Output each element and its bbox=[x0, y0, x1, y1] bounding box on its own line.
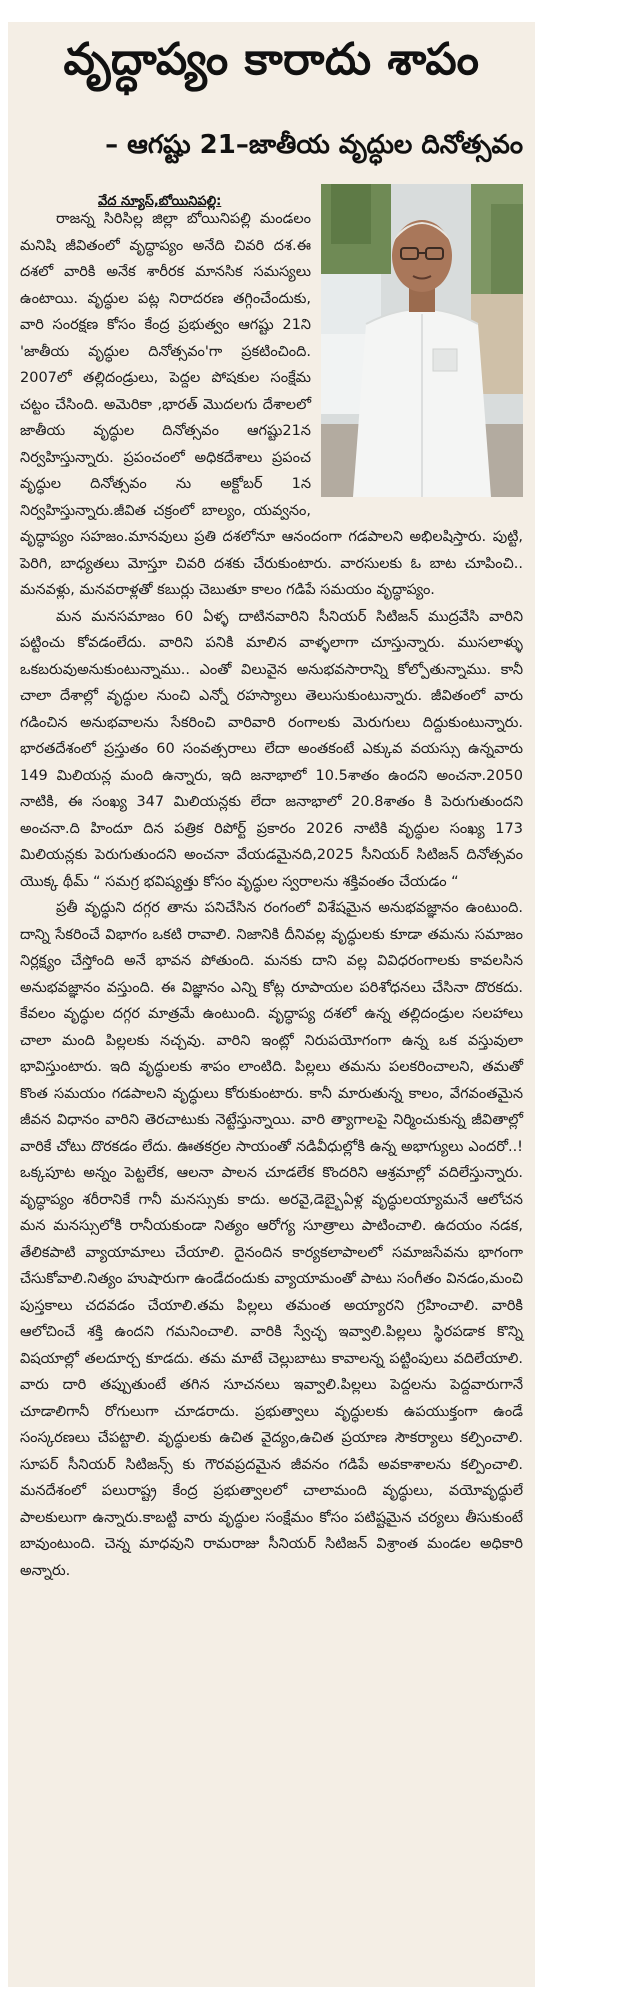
article-paragraph-3: ప్రతీ వృద్ధుని దగ్గర తాను పనిచేసిన రంగంలో విశేషమైన అనుభవజ్ఞానం ఉంటుంది. దాన్ని సేకరించే విభాగం ఒకటి రావాలి. నిజానికి దీనివల్ల వృద్ధులకు కూడా తమను సమాజం నిర్లక్ష్యం చేస్తోంది అనే భావన పోతుంది. మనకు దాని వల్ల వివిధరంగాలకు కావలసిన అనుభవజ్ఞానం వస్తుంది. ఈ విజ్ఞానం ఎన్ని కోట్ల రూపాయల పరిశోధనలు చేసినా దొరకదు. కేవలం వృద్ధుల దగ్గర మాత్రమే ఉంటుంది. వృద్ధాప్య దశలో ఉన్న తల్లిదండ్రుల సలహాలు చాలా మంది పిల్లలకు నచ్చవు. వారిని ఇంట్లో నిరుపయోగంగా ఉన్న ఒక వస్తువులా భావిస్తుంటారు. ఇది వృద్ధులకు శాపం లాంటిది. పిల్లలు తమను పలకరించాలని, తమతో కొంత సమయం గడపాలని వృద్ధులు కోరుకుంటారు. కానీ మారుతున్న కాలం, వేగవంతమైన జీవన విధానం వారిని తెరచాటుకు నెట్టేస్తున్నాయి. వారి త్యాగాలపై నిర్మించుకున్న జీవితాల్లో వారికే చోటు దొరకడం లేదు. ఊతకర్రల సాయంతో నడివీధుల్లోకి ఉన్న అభాగ్యులు ఎందరో..! ఒక్కపూట అన్నం పెట్టలేక, ఆలనా పాలన చూడలేక కొందరిని ఆశ్రమాల్లో వదిలేస్తున్నారు. వృద్ధాప్యం శరీరానికే గానీ మనస్సుకు కాదు. అరవై,డెబ్బైఏళ్ల వృద్ధులయ్యామనే ఆలోచన మన మనస్సులోకి రానీయకుండా నిత్యం ఆరోగ్య సూత్రాలు పాటించాలి. ఉదయం నడక, తేలికపాటి వ్యాయామాలు చేయాలి. దైనందిన కార్యకలాపాలలో సమాజసేవను భాగంగా చేసుకోవాలి.నిత్యం హుషారుగా ఉండేదందుకు వ్యాయామంతో పాటు సంగీతం వినడం,మంచి పుస్తకాలు చదవడం చేయాలి.తమ పిల్లలు తమంత అయ్యారని గ్రహించాలి. వారికి ఆలోచించే శక్తి ఉందని గమనించాలి. వారికి స్వేచ్ఛ ఇవ్వాలి.పిల్లలు స్థిరపడాక కొన్ని విషయాల్లో తలదూర్చ కూడదు. తమ మాటే చెల్లుబాటు కావాలన్న పట్టింపులు వదిలేయాలి. వారు దారి తప్పుతుంటే తగిన సూచనలు ఇవ్వాలి.పిల్లలు పెద్దలను పెద్దవారుగానే చూడాలిగానీ రోగులుగా చూడరాదు. ప్రభుత్వాలు వృద్ధులకు ఉపయుక్తంగా ఉండే సంస్కరణలు చేపట్టాలి. వృద్ధులకు ఉచిత వైద్యం,ఉచిత ప్రయాణ సౌకర్యాలు కల్పించాలి. సూపర్ సీనియర్ సిటిజన్స్ కు గౌరవప్రదమైన జీవనం గడిపే అవకాశాలను కల్పించాలి. మనదేశంలో పలురాష్ట్ర కేంద్ర ప్రభుత్వాలలో చాలామంది వృద్ధులు, వయోవృద్ధులే పాలకులుగా ఉన్నారు.కాబట్టి వారు వృద్ధుల సంక్షేమం కోసం పటిష్టమైన చర్యలు తీసుకుంటే బావుంటుంది. చెన్న మాధవుని రామరాజు సీనియర్ సిటిజన్ విశ్రాంత మండల అధికారి అన్నారు. bbox=[20, 900, 523, 1579]
article-byline: వేద న్యూస్,బోయినిపల్లి: bbox=[98, 194, 222, 209]
article-headline: వృద్ధాప్యం కారాదు శాపం bbox=[63, 34, 480, 85]
article-paragraph-2: మన మనసమాజం 60 ఏళ్ళ దాటినవారిని సీనియర్ సిటిజన్ ముద్రవేసి వారిని పట్టించు కోవడంలేదు. వారిని పనికి మాలిన వాళ్ళలాగా చూస్తున్నారు. ముసలాళ్ళు ఒకబరువుఅనుకుంటున్నాము.. ఎంతో విలువైన అనుభవసారాన్ని కోల్పోతున్నాము. కానీ చాలా దేశాల్లో వృద్ధుల నుంచి ఎన్నో రహస్యాలు తెలుసుకుంటున్నారు. జీవితంలో వారు గడించిన అనుభవాలను సేకరించి వారివారి రంగాలకు మెరుగులు దిద్దుకుంటున్నారు. భారతదేశంలో ప్రస్తుతం 60 సంవత్సరాలు లేదా అంతకంటే ఎక్కువ వయస్సు ఉన్నవారు 149 మిలియన్ల మంది ఉన్నారు, ఇది జనాభాలో 10.5శాతం ఉందని అంచనా.2050 నాటికి, ఈ సంఖ్య 347 మిలియన్లకు లేదా జనాభాలో 20.8శాతం కి పెరుగుతుందని అంచనా.ది హిందూ దిన పత్రిక రిపోర్ట్ ప్రకారం 2026 నాటికి వృద్ధుల సంఖ్య 173 మిలియన్లకు పెరుగుతుందని అంచనా వేయడమైనది,2025 సీనియర్ సిటిజన్ దినోత్సవం యొక్క థీమ్ “ సమగ్ర భవిష్యత్తు కోసం వృద్ధుల స్వరాలను శక్తివంతం చేయడం “ bbox=[20, 608, 523, 890]
article-sheet bbox=[8, 22, 535, 1987]
article-paragraph-1: రాజన్న సిరిసిల్ల జిల్లా బోయినిపల్లి మండలం మనిషి జీవితంలో వృద్ధాప్యం అనేది చివరి దశ.ఈ దశలో వారికి అనేక శారీరక మానసిక సమస్యలు ఉంటాయి. వృద్ధుల పట్ల నిరాదరణ తగ్గించేందుకు, వారి సంరక్షణ కోసం కేంద్ర ప్రభుత్వం ఆగష్టు 21ని 'జాతీయ వృద్ధుల దినోత్సవం'గా ప్రకటించింది. 2007లో తల్లిదండ్రులు, పెద్దల పోషకుల సంక్షేమ చట్టం చేసింది. అమెరికా ,భారత్ మొదలగు దేశాలలో జాతీయ వృద్ధుల దినోత్సవం ఆగష్టు21న నిర్వహిస్తున్నారు. ప్రపంచంలో అధికదేశాలు ప్రపంచ వృద్ధుల దినోత్సవం ను అక్టోబర్ 1న నిర్వహిస్తున్నారు.జీవిత చక్రంలో బాల్యం, యవ్వనం, వృద్ధాప్యం సహజం.మానవులు ప్రతి దశలోనూ ఆనందంగా గడపాలని అభిలషిస్తారు. పుట్టి, పెరిగి, బాధ్యతలు మోస్తూ చివరి దశకు చేరుకుంటారు. వారసులకు ఓ బాట చూపించి.. మనవళ్లు, మనవరాళ్లతో కబుర్లు చెబుతూ కాలం గడిపే సమయం వృద్ధాప్యం. bbox=[20, 211, 523, 598]
article-subheadline: – ఆగష్టు 21–జాతీయ వృద్ధుల దినోత్సవం bbox=[105, 130, 523, 160]
photo-spacer bbox=[311, 206, 523, 506]
article-body bbox=[20, 206, 523, 1584]
